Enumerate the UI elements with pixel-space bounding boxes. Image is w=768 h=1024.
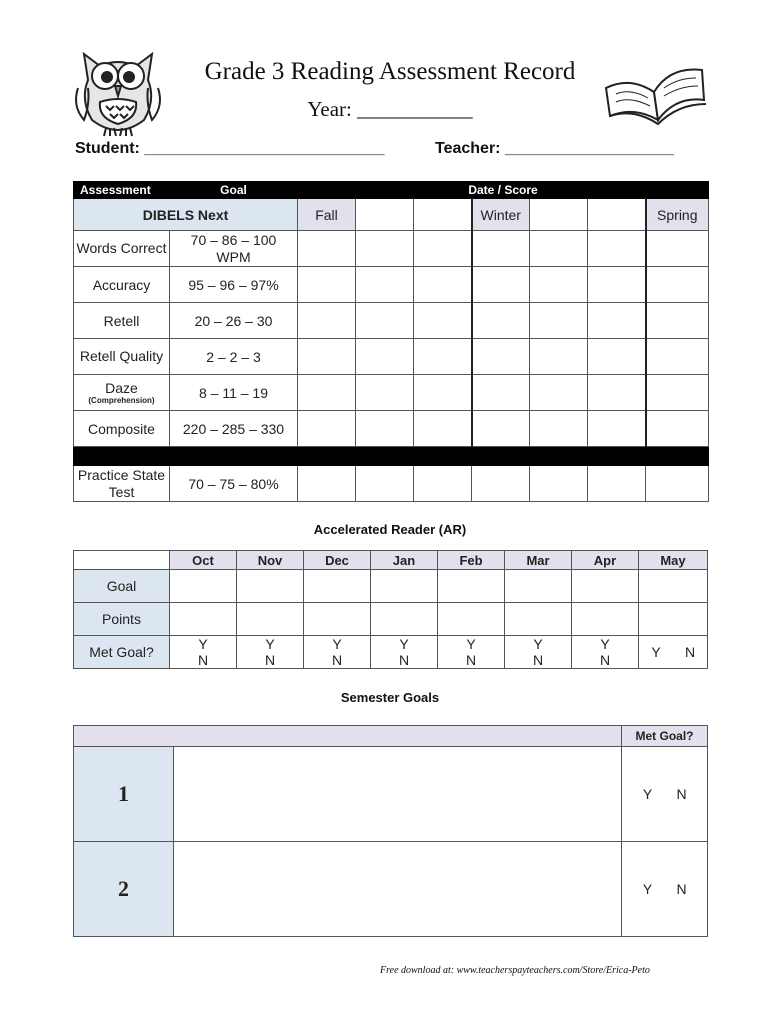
goal-text-cell[interactable] — [174, 842, 622, 937]
score-cell[interactable] — [356, 466, 414, 502]
score-cell[interactable] — [588, 199, 646, 231]
yn-cell[interactable] — [622, 747, 708, 842]
row-goal: 8 – 11 – 19 — [170, 375, 298, 411]
header-goal: Goal — [170, 182, 298, 199]
row-name: Practice State Test — [74, 466, 170, 502]
no-option[interactable]: N — [676, 786, 687, 802]
season-fall: Fall — [298, 199, 356, 231]
row-name: Accuracy — [74, 267, 170, 303]
row-goal: 70 – 75 – 80% — [170, 466, 298, 502]
season-row — [74, 199, 709, 231]
score-cell[interactable] — [298, 411, 356, 447]
table-row — [74, 411, 709, 447]
yes-option[interactable]: Y — [198, 636, 208, 652]
no-option[interactable]: N — [684, 644, 696, 660]
score-cell[interactable] — [646, 303, 709, 339]
score-cell[interactable] — [472, 466, 530, 502]
score-cell[interactable] — [530, 411, 588, 447]
month-dec: Dec — [304, 551, 371, 570]
ar-month-row — [74, 551, 708, 570]
score-cell[interactable] — [414, 466, 472, 502]
score-cell[interactable] — [298, 466, 356, 502]
score-cell[interactable] — [646, 375, 709, 411]
goal-row — [74, 747, 708, 842]
month-nov: Nov — [237, 551, 304, 570]
ar-cell[interactable] — [304, 570, 371, 603]
row-name-main: Daze — [105, 380, 138, 396]
score-cell[interactable] — [588, 339, 646, 375]
score-cell[interactable] — [414, 231, 472, 267]
score-cell[interactable] — [588, 466, 646, 502]
month-feb: Feb — [438, 551, 505, 570]
score-cell[interactable] — [646, 339, 709, 375]
corner-cell — [74, 551, 170, 570]
semester-header-blank — [74, 726, 622, 747]
goal-row — [74, 842, 708, 937]
row-name: Composite — [74, 411, 170, 447]
score-cell[interactable] — [298, 375, 356, 411]
row-name — [74, 375, 170, 411]
score-cell[interactable] — [414, 267, 472, 303]
yes-option[interactable]: Y — [642, 881, 653, 897]
score-cell[interactable] — [414, 339, 472, 375]
ar-cell[interactable] — [438, 603, 505, 636]
score-cell[interactable] — [472, 303, 530, 339]
no-option[interactable]: N — [398, 652, 410, 668]
ar-cell[interactable] — [304, 603, 371, 636]
ar-cell[interactable] — [505, 570, 572, 603]
score-cell[interactable] — [414, 411, 472, 447]
ar-cell[interactable] — [371, 603, 438, 636]
ar-row-label: Points — [74, 603, 170, 636]
yn-cell[interactable] — [170, 636, 237, 669]
row-goal: 70 – 86 – 100 WPM — [170, 231, 298, 267]
row-goal: 2 – 2 – 3 — [170, 339, 298, 375]
row-name: Words Correct — [74, 231, 170, 267]
season-winter: Winter — [472, 199, 530, 231]
yes-option[interactable]: Y — [533, 636, 543, 652]
season-spring: Spring — [646, 199, 709, 231]
ar-points-row — [74, 603, 708, 636]
month-may: May — [639, 551, 708, 570]
no-option[interactable]: N — [532, 652, 544, 668]
score-cell[interactable] — [530, 339, 588, 375]
score-cell[interactable] — [356, 411, 414, 447]
yn-cell[interactable] — [371, 636, 438, 669]
yn-cell[interactable] — [438, 636, 505, 669]
score-cell[interactable] — [356, 375, 414, 411]
score-cell[interactable] — [356, 231, 414, 267]
student-field[interactable]: Student: ___________________________ — [75, 140, 385, 157]
yn-cell[interactable] — [639, 636, 708, 669]
no-option[interactable]: N — [197, 652, 209, 668]
yes-option[interactable]: Y — [600, 636, 610, 652]
score-cell[interactable] — [298, 231, 356, 267]
met-goal-header: Met Goal? — [622, 726, 708, 747]
ar-cell[interactable] — [438, 570, 505, 603]
score-cell[interactable] — [530, 466, 588, 502]
score-cell[interactable] — [414, 375, 472, 411]
table-row — [74, 339, 709, 375]
no-option[interactable]: N — [676, 881, 687, 897]
table-row — [74, 267, 709, 303]
divider-row — [74, 447, 709, 466]
goal-number: 1 — [74, 747, 174, 842]
table-row — [74, 375, 709, 411]
score-cell[interactable] — [472, 375, 530, 411]
score-cell[interactable] — [472, 339, 530, 375]
header-assessment: Assessment — [74, 182, 170, 199]
score-cell[interactable] — [298, 339, 356, 375]
score-cell[interactable] — [530, 303, 588, 339]
ar-cell[interactable] — [572, 570, 639, 603]
yn-cell[interactable] — [237, 636, 304, 669]
score-cell[interactable] — [472, 411, 530, 447]
no-option[interactable]: N — [264, 652, 276, 668]
ar-title: Accelerated Reader (AR) — [313, 522, 467, 537]
month-oct: Oct — [170, 551, 237, 570]
row-goal: 95 – 96 – 97% — [170, 267, 298, 303]
no-option[interactable]: N — [599, 652, 611, 668]
month-apr: Apr — [572, 551, 639, 570]
semester-title: Semester Goals — [340, 690, 440, 705]
score-cell[interactable] — [646, 267, 709, 303]
row-name-sub: (Comprehension) — [88, 396, 155, 405]
dibels-label: DIBELS Next — [74, 199, 298, 231]
ar-cell[interactable] — [639, 570, 708, 603]
no-option[interactable]: N — [331, 652, 343, 668]
score-cell[interactable] — [588, 231, 646, 267]
score-cell[interactable] — [530, 199, 588, 231]
ar-row-label: Met Goal? — [74, 636, 170, 669]
ar-cell[interactable] — [371, 570, 438, 603]
ar-cell[interactable] — [170, 570, 237, 603]
goal-text-cell[interactable] — [174, 747, 622, 842]
table-row — [74, 303, 709, 339]
assessment-header-row — [74, 182, 709, 199]
score-cell[interactable] — [588, 267, 646, 303]
score-cell[interactable] — [414, 199, 472, 231]
ar-cell[interactable] — [237, 570, 304, 603]
month-mar: Mar — [505, 551, 572, 570]
ar-table — [73, 550, 708, 669]
score-cell[interactable] — [356, 339, 414, 375]
score-cell[interactable] — [588, 375, 646, 411]
score-cell[interactable] — [530, 375, 588, 411]
yes-option[interactable]: Y — [651, 644, 661, 660]
ar-row-label: Goal — [74, 570, 170, 603]
row-goal: 220 – 285 – 330 — [170, 411, 298, 447]
no-option[interactable]: N — [465, 652, 477, 668]
score-cell[interactable] — [356, 303, 414, 339]
table-row — [74, 466, 709, 502]
score-cell[interactable] — [588, 411, 646, 447]
score-cell[interactable] — [530, 231, 588, 267]
ar-met-row — [74, 636, 708, 669]
score-cell[interactable] — [356, 267, 414, 303]
yes-option[interactable]: Y — [265, 636, 275, 652]
yn-cell[interactable] — [572, 636, 639, 669]
teacher-field[interactable]: Teacher: ___________________ — [435, 140, 675, 157]
header-date-score: Date / Score — [298, 182, 709, 199]
score-cell[interactable] — [588, 303, 646, 339]
divider — [74, 447, 709, 466]
goal-number: 2 — [74, 842, 174, 937]
ar-cell[interactable] — [237, 603, 304, 636]
row-goal: 20 – 26 – 30 — [170, 303, 298, 339]
score-cell[interactable] — [356, 199, 414, 231]
ar-cell[interactable] — [639, 603, 708, 636]
yes-option[interactable]: Y — [642, 786, 653, 802]
year-field[interactable]: Year: ___________ — [307, 97, 473, 121]
score-cell[interactable] — [530, 267, 588, 303]
score-cell[interactable] — [646, 231, 709, 267]
row-name: Retell — [74, 303, 170, 339]
semester-table — [73, 725, 708, 937]
score-cell[interactable] — [646, 466, 709, 502]
score-cell[interactable] — [414, 303, 472, 339]
assessment-table — [73, 181, 709, 502]
yes-option[interactable]: Y — [332, 636, 342, 652]
yn-cell[interactable] — [304, 636, 371, 669]
ar-cell[interactable] — [170, 603, 237, 636]
month-jan: Jan — [371, 551, 438, 570]
footer-link[interactable]: Free download at: www.teacherspayteachers.com/Store/Erica-Peto — [380, 965, 650, 976]
score-cell[interactable] — [472, 231, 530, 267]
yes-option[interactable]: Y — [466, 636, 476, 652]
page-title: Grade 3 Reading Assessment Record — [204, 58, 576, 85]
yn-cell[interactable] — [505, 636, 572, 669]
row-name: Retell Quality — [74, 339, 170, 375]
ar-cell[interactable] — [572, 603, 639, 636]
score-cell[interactable] — [298, 267, 356, 303]
semester-header-row — [74, 726, 708, 747]
score-cell[interactable] — [646, 411, 709, 447]
ar-cell[interactable] — [505, 603, 572, 636]
yes-option[interactable]: Y — [399, 636, 409, 652]
score-cell[interactable] — [298, 303, 356, 339]
ar-goal-row — [74, 570, 708, 603]
table-row — [74, 231, 709, 267]
score-cell[interactable] — [472, 267, 530, 303]
yn-cell[interactable] — [622, 842, 708, 937]
